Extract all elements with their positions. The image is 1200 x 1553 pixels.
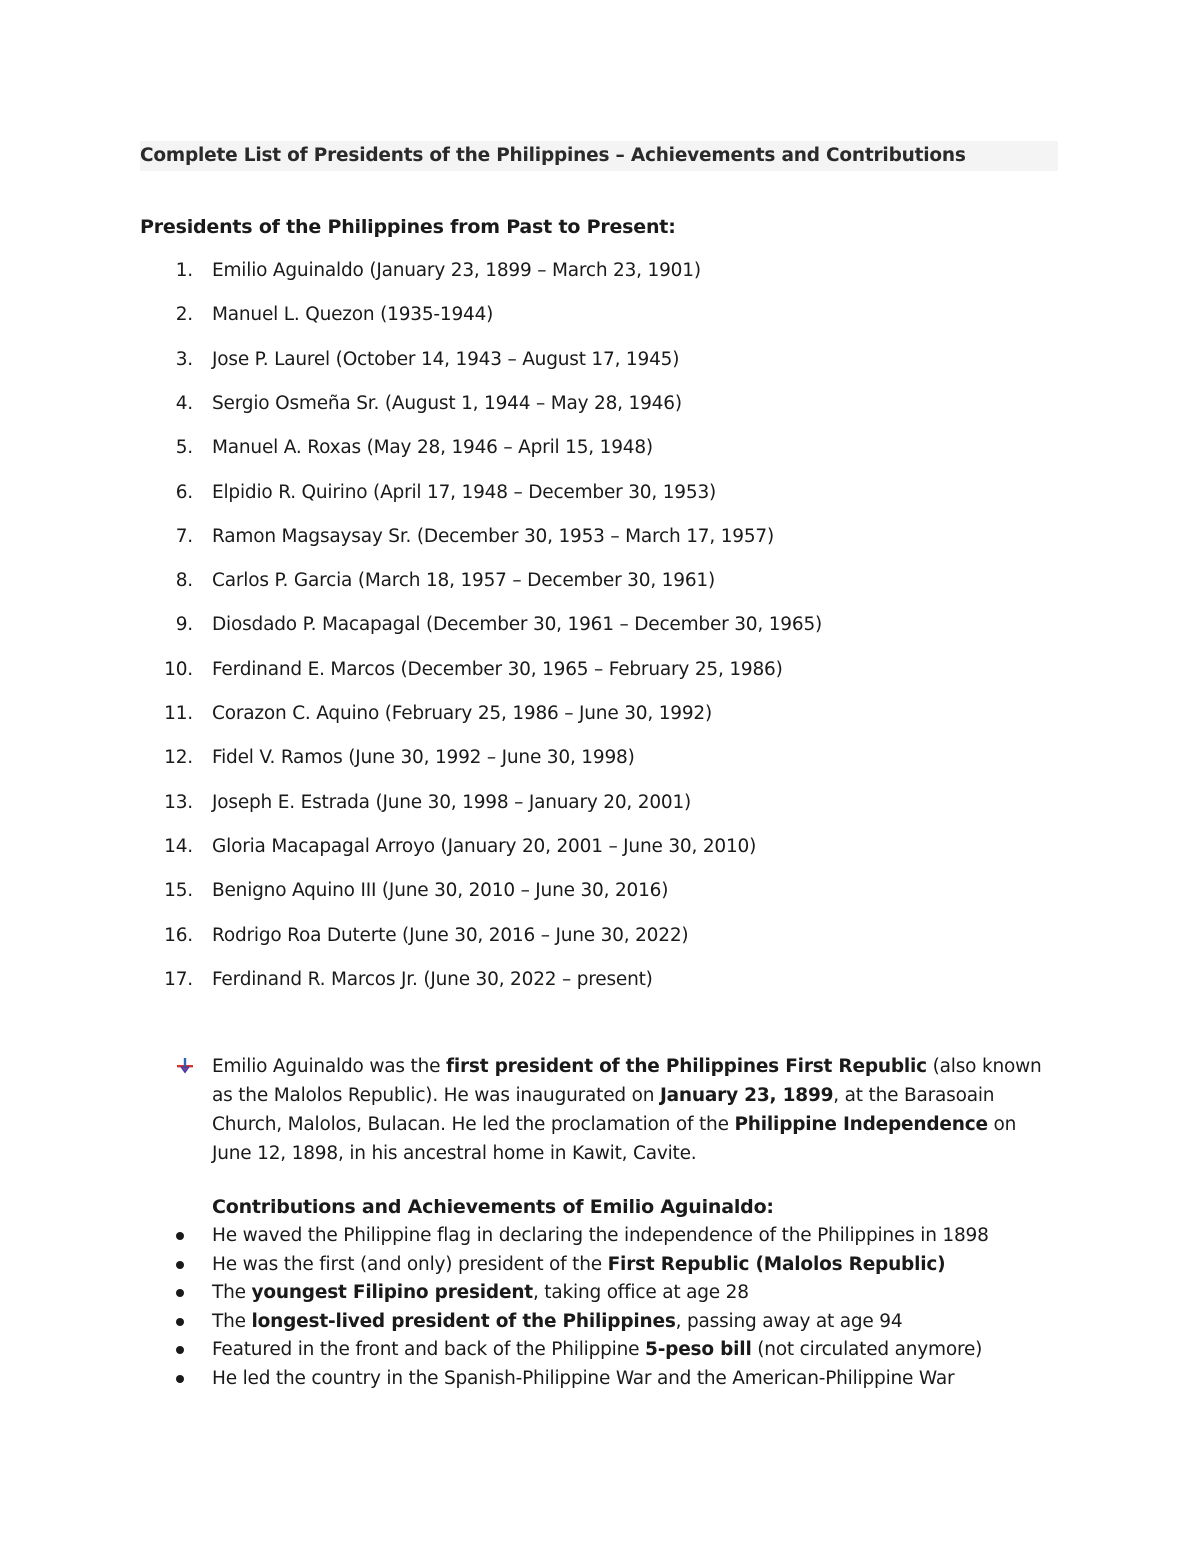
list-number: 12.: [164, 747, 193, 769]
list-item-text: Carlos P. Garcia (March 18, 1957 – December 30, 1961): [212, 570, 715, 592]
bullet-icon: [176, 1375, 184, 1383]
contrib-text: , passing away at age 94: [675, 1310, 903, 1332]
list-item: [0, 300, 1000, 330]
list-item-text: Ferdinand E. Marcos (December 30, 1965 – February 25, 1986): [212, 658, 783, 680]
list-number: 8.: [175, 570, 193, 592]
list-item-text: [212, 1365, 954, 1394]
list-number: 5.: [175, 437, 193, 459]
list-item-text: Benigno Aquino III (June 30, 2010 – June 30, 2016): [212, 880, 669, 902]
list-item-text: Sergio Osmeña Sr. (August 1, 1944 – May 28, 1946): [212, 392, 682, 414]
list-item-text: [212, 1222, 989, 1251]
list-item: [0, 1308, 1000, 1337]
list-number: 9.: [175, 614, 193, 636]
aguinaldo-bio-paragraph: [212, 1052, 1052, 1168]
list-item-text: Manuel L. Quezon (1935-1944): [212, 304, 494, 326]
list-item-text: Manuel A. Roxas (May 28, 1946 – April 15, 1948): [212, 437, 653, 459]
contrib-text: (not circulated anymore): [751, 1339, 983, 1360]
bullet-icon: [176, 1261, 184, 1269]
list-item-text: [212, 1336, 982, 1365]
list-item-text: Fidel V. Ramos (June 30, 1992 – June 30, 1998): [212, 747, 635, 769]
list-number: 1.: [175, 260, 193, 281]
list-number: 7.: [175, 525, 193, 547]
contrib-bold: First Republic (Malolos Republic): [607, 1253, 946, 1275]
list-item-text: [212, 1279, 749, 1308]
list-item-text: Ferdinand R. Marcos Jr. (June 30, 2022 – present): [212, 968, 653, 990]
list-item: [0, 256, 1000, 286]
list-number: 6.: [175, 481, 193, 503]
bio-text: (also known as the Malolos Republic). He was inaugurated on: [212, 1056, 1042, 1106]
bullet-icon: [176, 1289, 184, 1297]
list-item: [0, 876, 1000, 906]
list-item: [0, 1336, 1000, 1365]
list-item: [0, 921, 1000, 951]
list-number: 2.: [175, 304, 193, 326]
list-item: [0, 1222, 1000, 1251]
contrib-bold: longest-lived president of the Philippines: [251, 1310, 676, 1332]
contrib-bold: 5-peso bill: [645, 1339, 752, 1360]
bullet-icon: [176, 1318, 184, 1326]
list-item-text: Corazon C. Aquino (February 25, 1986 – June 30, 1992): [212, 703, 712, 724]
list-item: [0, 655, 1000, 685]
list-number: 11.: [164, 703, 193, 724]
bullet-icon: [176, 1346, 184, 1354]
document-title: Complete List of Presidents of the Philippines – Achievements and Contributions: [140, 141, 1058, 171]
list-number: 13.: [164, 791, 193, 813]
contrib-text: The: [212, 1310, 252, 1332]
list-item: [0, 788, 1000, 818]
list-number: 15.: [164, 880, 193, 902]
bio-text: , at the Barasoain Church, Malolos, Bulacan. He led the proclamation of the: [212, 1085, 995, 1135]
bio-text: Emilio Aguinaldo was the: [212, 1056, 446, 1077]
contrib-text: , taking office at age 28: [532, 1282, 749, 1303]
bio-bold-first-president: first president of the Philippines First Republic: [445, 1056, 927, 1077]
section-heading: Presidents of the Philippines from Past to Present:: [140, 216, 676, 238]
list-item-text: Diosdado P. Macapagal (December 30, 1961 – December 30, 1965): [212, 614, 823, 636]
arrow-down-bullet-icon: [176, 1057, 194, 1075]
contrib-text: Featured in the front and back of the Philippine: [212, 1339, 646, 1360]
bio-bold-independence: Philippine Independence: [734, 1114, 988, 1135]
list-number: 14.: [164, 835, 193, 857]
list-item-text: Joseph E. Estrada (June 30, 1998 – January 20, 2001): [212, 791, 692, 813]
list-item: [0, 699, 1000, 729]
list-item: [0, 389, 1000, 419]
list-item: [0, 345, 1000, 375]
list-item-text: [212, 1251, 945, 1280]
contrib-bold: youngest Filipino president: [251, 1282, 533, 1303]
bullet-icon: [176, 1232, 184, 1240]
list-item: [0, 610, 1000, 640]
list-item-text: Gloria Macapagal Arroyo (January 20, 2001 – June 30, 2010): [212, 835, 757, 857]
list-number: 16.: [164, 924, 193, 946]
list-item: [0, 1279, 1000, 1308]
list-item: [0, 832, 1000, 862]
contrib-text: The: [212, 1282, 252, 1303]
list-item: [0, 478, 1000, 508]
list-item-text: Elpidio R. Quirino (April 17, 1948 – December 30, 1953): [212, 481, 717, 503]
list-item: [0, 522, 1000, 552]
list-item-text: Emilio Aguinaldo (January 23, 1899 – March 23, 1901): [212, 260, 701, 281]
bio-bold-date: January 23, 1899: [659, 1085, 834, 1106]
list-item: [0, 965, 1000, 995]
contrib-text: He was the first (and only) president of the: [212, 1253, 608, 1275]
list-number: 3.: [175, 348, 193, 370]
list-item: [0, 433, 1000, 463]
list-number: 17.: [164, 968, 193, 990]
list-item: [0, 1365, 1000, 1394]
list-item: [0, 743, 1000, 773]
list-item-text: Jose P. Laurel (October 14, 1943 – August 17, 1945): [212, 348, 680, 370]
list-item-text: [212, 1308, 902, 1337]
contrib-text: He led the country in the Spanish-Philippine War and the American-Philippine War: [212, 1367, 955, 1389]
list-number: 10.: [164, 658, 193, 680]
bio-text: on June 12, 1898, in his ancestral home in Kawit, Cavite.: [212, 1114, 1017, 1164]
list-item-text: Ramon Magsaysay Sr. (December 30, 1953 – March 17, 1957): [212, 525, 775, 547]
list-item: [0, 566, 1000, 596]
contrib-text: He waved the Philippine flag in declaring the independence of the Philippines in 1898: [212, 1225, 989, 1246]
contributions-heading: Contributions and Achievements of Emilio Aguinaldo:: [212, 1196, 774, 1218]
list-number: 4.: [175, 392, 193, 414]
list-item: [0, 1251, 1000, 1280]
list-item-text: Rodrigo Roa Duterte (June 30, 2016 – June 30, 2022): [212, 924, 689, 946]
